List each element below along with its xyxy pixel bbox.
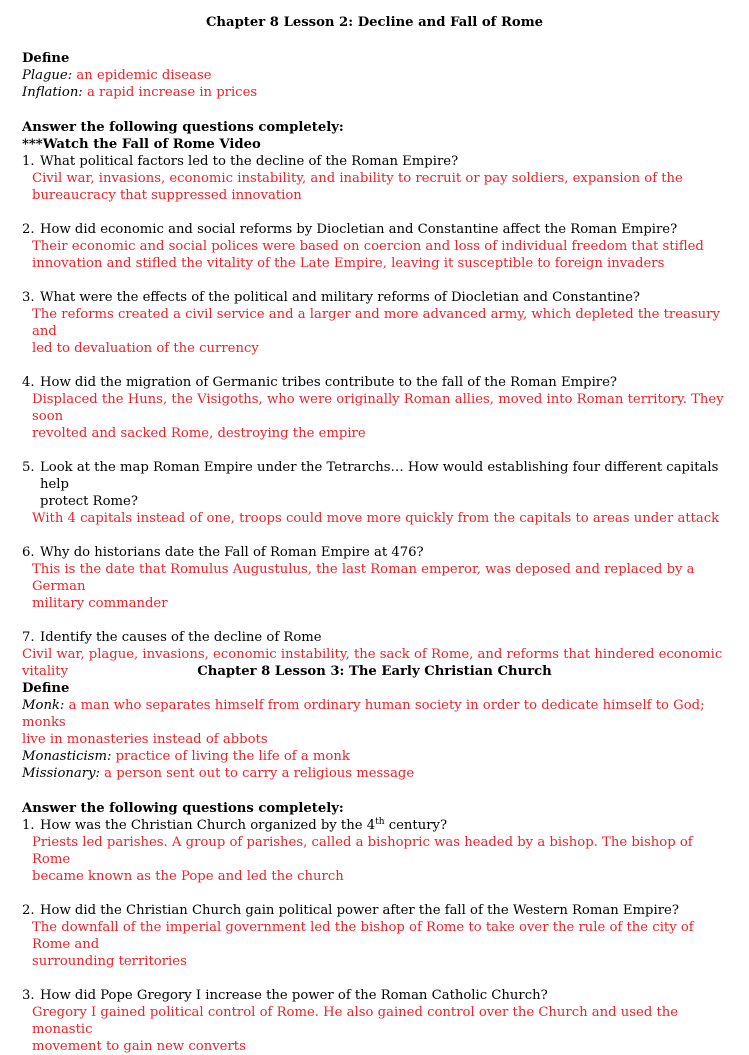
answer-line: The downfall of the imperial government led the bishop of Rome to take over the rule of the city of Rome and <box>32 920 694 952</box>
l3-question-1 <box>22 817 727 885</box>
question-text: 3. How did Pope Gregory I increase the power of the Roman Catholic Church? <box>22 988 548 1003</box>
answer-line: This is the date that Romulus Augustulus, the last Roman emperor, was deposed and replaced by a German <box>32 562 695 594</box>
answer-line: bureaucracy that suppressed innovation <box>32 188 302 203</box>
question-text: 7. Identify the causes of the decline of Rome <box>22 630 322 645</box>
definition-plague <box>22 67 727 84</box>
question-5 <box>22 459 727 527</box>
question-4 <box>22 374 727 442</box>
definition-term: Missionary: <box>22 766 100 781</box>
question-text: 4. How did the migration of Germanic tribes contribute to the fall of the Roman Empire? <box>22 375 617 390</box>
definition-term: Inflation: <box>22 85 83 100</box>
answer-line: led to devaluation of the currency <box>32 341 259 356</box>
question-text-continued: protect Rome? <box>40 494 138 509</box>
definition-monk <box>22 697 727 731</box>
definition-meaning-continued: live in monasteries instead of abbots <box>22 732 268 747</box>
l3-question-3 <box>22 987 727 1055</box>
lesson3-title: Chapter 8 Lesson 3: The Early Christian Church <box>197 664 552 679</box>
question-text: 3. What were the effects of the political and military reforms of Diocletian and Constantine? <box>22 290 640 305</box>
definition-term: Monk: <box>22 698 65 713</box>
definition-meaning: a rapid increase in prices <box>86 85 258 100</box>
question-text: 6. Why do historians date the Fall of Roman Empire at 476? <box>22 545 424 560</box>
answer-line: vitality <box>22 664 69 679</box>
lesson2-define-heading: Define <box>22 51 70 66</box>
answer-line: movement to gain new converts <box>32 1039 246 1054</box>
definition-meaning: an epidemic disease <box>76 68 212 83</box>
question-6 <box>22 544 727 612</box>
answer-line: The reforms created a civil service and a larger and more advanced army, which depleted the treasury and <box>32 307 720 339</box>
l3-question-2 <box>22 902 727 970</box>
answer-line: Civil war, invasions, economic instability, and inability to recruit or pay soldiers, expansion of the <box>32 171 683 186</box>
question-3 <box>22 289 727 357</box>
answer-line: Displaced the Huns, the Visigoths, who were originally Roman allies, moved into Roman territory. They soon <box>32 392 724 424</box>
definition-meaning: a man who separates himself from ordinary human society in order to dedicate himself to God; monks <box>22 698 705 730</box>
question-1 <box>22 153 727 204</box>
definition-missionary <box>22 765 727 782</box>
question-2 <box>22 221 727 272</box>
definition-meaning: practice of living the life of a monk <box>115 749 350 764</box>
question-text: 2. How did the Christian Church gain political power after the fall of the Western Roman Empire? <box>22 903 679 918</box>
definition-term: Monasticism: <box>22 749 112 764</box>
lesson3-define-heading: Define <box>22 681 70 696</box>
answer-line: revolted and sacked Rome, destroying the empire <box>32 426 366 441</box>
answer-line: became known as the Pope and led the church <box>32 869 344 884</box>
answer-line: Their economic and social polices were based on coercion and loss of individual freedom that stifled <box>32 239 704 254</box>
definition-term: Plague: <box>22 68 73 83</box>
lesson2-title: Chapter 8 Lesson 2: Decline and Fall of Rome <box>205 15 544 30</box>
question-text: 5. Look at the map Roman Empire under the Tetrarchs… How would establishing four different capitals help <box>22 460 719 492</box>
question-text: 2. How did economic and social reforms by Diocletian and Constantine affect the Roman Empire? <box>22 222 678 237</box>
answer-line: Priests led parishes. A group of parishes, called a bishopric was headed by a bishop. The bishop of Rome <box>32 835 693 867</box>
answer-line: surrounding territories <box>32 954 187 969</box>
question-text: 1. What political factors led to the decline of the Roman Empire? <box>22 154 459 169</box>
video-note: ***Watch the Fall of Rome Video <box>22 137 261 152</box>
lesson3-answer-heading: Answer the following questions completely: <box>22 801 344 816</box>
question-text: 1. How was the Christian Church organized by the 4th century? <box>22 817 448 833</box>
answer-line: military commander <box>32 596 168 611</box>
definition-monasticism <box>22 748 727 765</box>
answer-line: Gregory I gained political control of Rome. He also gained control over the Church and used the monastic <box>32 1005 679 1037</box>
answer-line: Civil war, plague, invasions, economic instability, the sack of Rome, and reforms that hindered economic <box>22 647 723 662</box>
definition-meaning: a person sent out to carry a religious message <box>104 766 415 781</box>
definition-inflation <box>22 84 727 101</box>
lesson2-answer-heading: Answer the following questions completely: <box>22 120 344 135</box>
answer-line: innovation and stifled the vitality of the Late Empire, leaving it susceptible to foreign invaders <box>32 256 665 271</box>
answer-line: With 4 capitals instead of one, troops could move more quickly from the capitals to areas under attack <box>32 511 720 526</box>
